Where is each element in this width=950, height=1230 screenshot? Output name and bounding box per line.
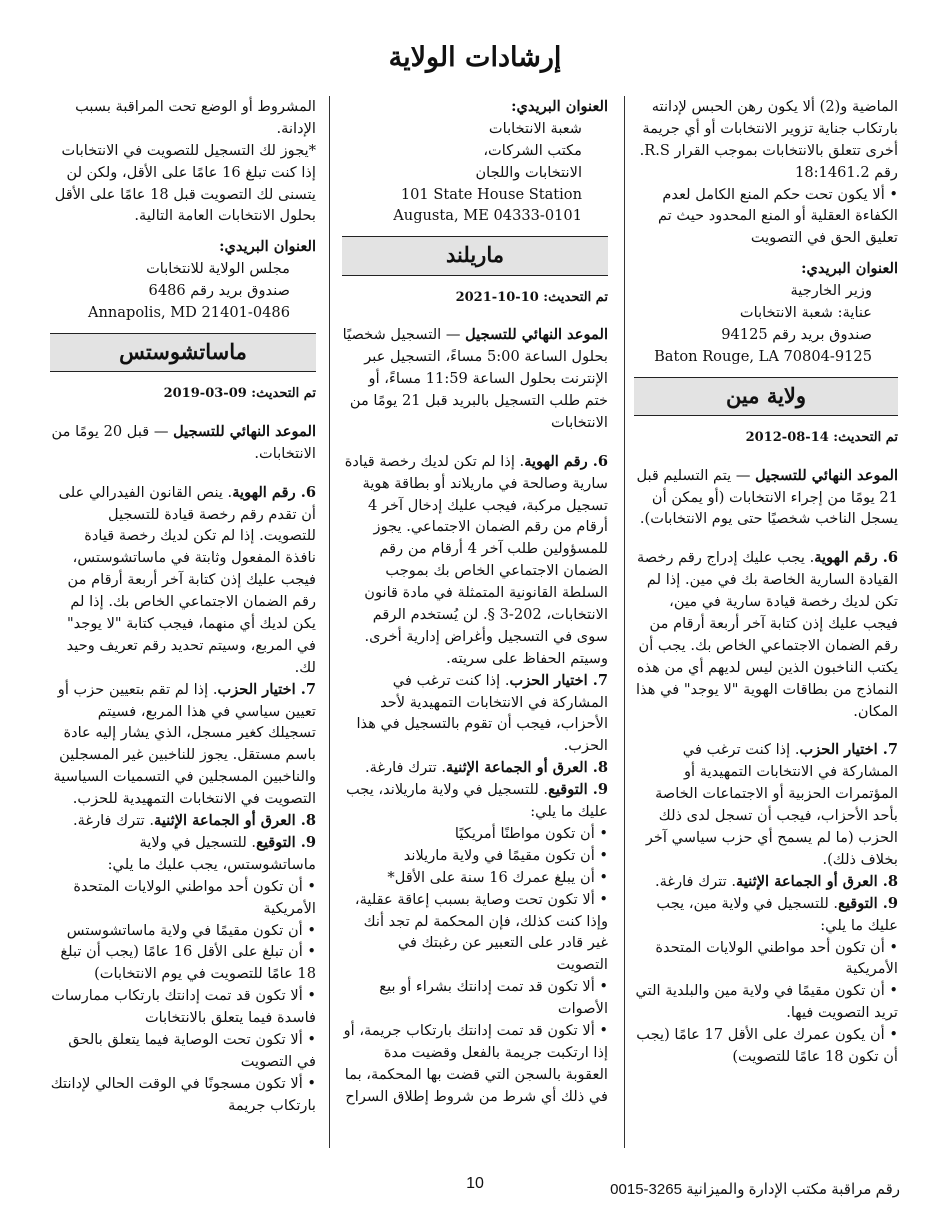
- list-item: • أن تكون أحد مواطني الولايات المتحدة الأمريكية: [655, 938, 898, 978]
- signature-label: 9. التوقيع: [256, 833, 316, 851]
- race-section: [342, 757, 608, 779]
- signature-text: . للتسجيل في ولاية ماريلاند، يجب عليك ما يلي:: [345, 781, 608, 821]
- id-number-label: 6. رقم الهوية: [814, 549, 898, 567]
- race-section: [634, 871, 898, 893]
- address-line: وزير الخارجية: [790, 282, 872, 300]
- address-street: 101 State House Station: [400, 185, 582, 203]
- signature-label: 9. التوقيع: [548, 781, 608, 799]
- address-line: عناية: شعبة الانتخابات: [739, 304, 872, 322]
- race-label: 8. العرق أو الجماعة الإثنية: [736, 872, 898, 890]
- updated-date: تم التحديث: 14-08-2012: [745, 430, 898, 446]
- id-number-text: . ينص القانون الفيدرالي على أن تقدم رقم رخصة قيادة للتسجيل للتصويت. إذا لم تكن لديك رخصة قيادة نافذة المفعول وثابتة في ماساتشوستس، فيجب عليك إذن كتابة آخر أربعة أرقام من رقم الضمان الاجتماعي الخاص بك. إذا لم يكن لديك أي منهما، فيجب كتابة "لا يوجد" في المربع، وسيتم تحديد رقم تعريف وحيد لك.: [58, 483, 316, 676]
- updated-date: تم التحديث: 09-03-2019: [163, 386, 316, 402]
- state-heading-maine: ولاية مين: [634, 377, 898, 417]
- deadline-label: الموعد النهائي للتسجيل: [173, 422, 316, 440]
- list-item: • ألا يكون تحت حكم المنع الكامل لعدم الكفاءة العقلية أو المنع المحدود حيث تم تعليق الحق في التصويت: [657, 185, 898, 247]
- omb-control-number: رقم مراقبة مكتب الإدارة والميزانية 3265-0015: [610, 1181, 900, 1198]
- registration-deadline: [634, 465, 898, 531]
- id-number-section: [634, 547, 898, 722]
- registration-deadline: [50, 421, 316, 465]
- column-maryland: [342, 96, 608, 1148]
- registration-deadline: [342, 324, 608, 433]
- list-item: • ألا تكون تحت وصاية بسبب إعاقة عقلية، وإذا كنت كذلك، فإن المحكمة لم تجد أنك غير قادر على التعبير عن رغبتك في التصويت: [354, 890, 608, 974]
- maryland-continued-text: المشروط أو الوضع تحت المراقبة بسبب الإدانة.: [75, 98, 316, 137]
- address-line: صندوق بريد رقم 6486: [148, 282, 290, 300]
- list-item: • ألا تكون قد تمت إدانتك بشراء أو بيع الأصوات: [379, 978, 608, 1018]
- id-number-text: . يجب عليك إدراج رقم رخصة القيادة السارية الخاصة بك في مين. إذا لم تكن لديك رخصة قيادة سارية في مين، فيجب عليك إذن كتابة آخر أربعة أرقام من رقم الضمان الاجتماعي الخاص بك. يجب أن يكتب الناخبون الذين ليس لديهم أي من هذه النماذج من بطاقات الهوية "لا يوجد" في هذا المكان.: [636, 549, 898, 720]
- list-item: • أن يبلغ عمرك 16 سنة على الأقل*: [387, 868, 608, 886]
- address-city: Augusta, ME 04333-0101: [393, 207, 582, 225]
- id-number-section: [50, 482, 316, 679]
- list-item: • أن تكون أحد مواطني الولايات المتحدة الأمريكية: [73, 877, 316, 917]
- race-text: . تترك فارغة.: [654, 872, 736, 890]
- deadline-text: — قبل 20 يومًا من الانتخابات.: [51, 422, 316, 462]
- party-choice-label: 7. اختيار الحزب: [799, 741, 898, 759]
- address-line: الانتخابات واللجان: [475, 163, 582, 181]
- address-line: مكتب الشركات،: [483, 141, 582, 159]
- column-massachusetts: [50, 96, 316, 1148]
- id-number-text: . إذا لم تكن لديك رخصة قيادة سارية وصالحة في ماريلاند أو بطاقة هوية تسجيل مركبة، فيجب عليك إدخال آخر 4 أرقام من رقم الضمان الاجتماعي. يجوز للمسؤولين طلب آخر 4 أرقام من رقم الضمان الاجتماعي الخاص بك بموجب السلطة القانونية المتمثلة في مادة قانون الانتخابات، 202-3 §. لن يُستخدم الرقم سوى في التسجيل وأغراض إدارية أخرى. وسيتم الحفاظ على سريته.: [344, 452, 608, 667]
- column-divider: [624, 96, 625, 1148]
- party-choice-section: [50, 679, 316, 810]
- deadline-text: — يتم التسليم قبل 21 يومًا من إجراء الانتخابات (أو يمكن أن يسجل الناخب شخصيًا حتى يوم الانتخابات).: [636, 466, 898, 528]
- address-line: شعبة الانتخابات: [488, 119, 582, 137]
- address-city: Baton Rouge, LA 70804-9125: [654, 347, 872, 365]
- signature-text: . للتسجيل في ولاية ماساتشوستس، يجب عليك ما يلي:: [107, 833, 316, 873]
- race-text: . تترك فارغة.: [72, 812, 154, 830]
- race-text: . تترك فارغة.: [364, 759, 446, 777]
- list-item: • أن تكون مواطنًا أمريكيًا: [454, 824, 608, 842]
- signature-section: [634, 893, 898, 937]
- id-number-section: [342, 451, 608, 670]
- race-label: 8. العرق أو الجماعة الإثنية: [154, 812, 316, 830]
- party-choice-label: 7. اختيار الحزب: [509, 671, 608, 689]
- list-item: • أن تكون مقيمًا في ولاية ماساتشوستس: [66, 921, 316, 939]
- age-note: *يجوز لك التسجيل للتصويت في الانتخابات إذا كنت تبلغ 16 عامًا على الأقل، ولكن لن يتسنى لك التصويت قبل 18 عامًا على الأقل بحلول الانتخابات العامة التالية.: [54, 141, 316, 225]
- signature-text: . للتسجيل في ولاية مين، يجب عليك ما يلي:: [656, 894, 898, 934]
- list-item: • ألا تكون تحت الوصاية فيما يتعلق بالحق في التصويت: [68, 1030, 316, 1070]
- list-item: • أن يكون عمرك على الأقل 17 عامًا (يجب أن تكون 18 عامًا للتصويت): [636, 1026, 898, 1065]
- party-choice-text: . إذا لم تقم بتعيين حزب أو تعيين سياسي في هذا المربع، فسيتم تسجيلك كغير مسجل، الذي يشار إليه عادة باسم مستقل. يجوز للناخبين غير المسجلين والناخبين المسجلين في التسميات السياسية التصويت في الانتخابات التمهيدية للحزب.: [53, 680, 316, 808]
- list-item: • أن تكون مقيمًا في ولاية ماريلاند: [403, 846, 608, 864]
- list-item: • أن تكون مقيمًا في ولاية مين والبلدية التي تريد التصويت فيها.: [635, 982, 898, 1022]
- mailing-address-label: العنوان البريدي:: [801, 260, 898, 278]
- page-number: 10: [466, 1175, 484, 1192]
- mailing-address-label: العنوان البريدي:: [219, 238, 316, 256]
- id-number-label: 6. رقم الهوية: [232, 483, 316, 501]
- state-heading-massachusetts: ماساتشوستس: [50, 333, 316, 373]
- column-louisiana-maine: [634, 96, 898, 1148]
- address-city: Annapolis, MD 21401-0486: [87, 304, 290, 322]
- race-section: [50, 810, 316, 832]
- deadline-label: الموعد النهائي للتسجيل: [755, 466, 898, 484]
- updated-date: تم التحديث: 10-10-2021: [455, 289, 608, 305]
- address-line: صندوق بريد رقم 94125: [721, 325, 872, 343]
- deadline-text: — التسجيل شخصيًا بحلول الساعة 5:00 مساءً، التسجيل عبر الإنترنت بحلول الساعة 11:59 مساءً، أو ختم طلب التسجيل بالبريد قبل 21 يومًا من الانتخابات: [342, 326, 608, 431]
- deadline-label: الموعد النهائي للتسجيل: [465, 326, 608, 344]
- signature-label: 9. التوقيع: [838, 894, 898, 912]
- list-item: • أن تبلغ على الأقل 16 عامًا (يجب أن تبلغ 18 عامًا للتصويت في يوم الانتخابات): [60, 943, 316, 983]
- page-title: إرشادات الولاية: [388, 42, 562, 73]
- signature-section: [342, 779, 608, 823]
- louisiana-continued-text: الماضية و(2) ألا يكون رهن الحبس لإدانته بارتكاب جناية تزوير الانتخابات أو أي جريمة أخرى تتعلق بالانتخابات بموجب القرار R.S. رقم 18:1461.2: [639, 98, 898, 181]
- party-choice-section: [634, 739, 898, 870]
- party-choice-label: 7. اختيار الحزب: [217, 680, 316, 698]
- party-choice-text: . إذا كنت ترغب في المشاركة في الانتخابات التمهيدية لأحد الأحزاب، فيجب أن تقوم بالتسجيل في هذا الحزب.: [356, 671, 608, 755]
- state-heading-maryland: ماريلند: [342, 236, 608, 276]
- list-item: • ألا تكون قد تمت إدانتك بارتكاب ممارسات فاسدة فيما يتعلق بالانتخابات: [51, 987, 316, 1027]
- column-divider: [329, 96, 330, 1148]
- party-choice-text: . إذا كنت ترغب في المشاركة في الانتخابات التمهيدية أو المؤتمرات الحزبية أو الاجتماعات الخاصة بأحد الأحزاب، فيجب أن تسجل لدى ذلك الحزب (ما لم يسمح أي حزب سياسي آخر بخلاف ذلك).: [645, 741, 898, 868]
- race-label: 8. العرق أو الجماعة الإثنية: [446, 759, 608, 777]
- party-choice-section: [342, 670, 608, 758]
- signature-section: [50, 832, 316, 876]
- address-line: مجلس الولاية للانتخابات: [146, 260, 290, 278]
- mailing-address-label: العنوان البريدي:: [511, 98, 608, 115]
- list-item: • ألا تكون مسجونًا في الوقت الحالي لإدانتك بارتكاب جريمة: [50, 1074, 316, 1114]
- list-item: • ألا تكون قد تمت إدانتك بارتكاب جريمة، أو إذا ارتكبت جريمة بالفعل وقضيت مدة العقوبة بالسجن التي قضت بها المحكمة، بما في ذلك أي شرط من شروط إطلاق السراح: [343, 1021, 608, 1105]
- id-number-label: 6. رقم الهوية: [524, 452, 608, 470]
